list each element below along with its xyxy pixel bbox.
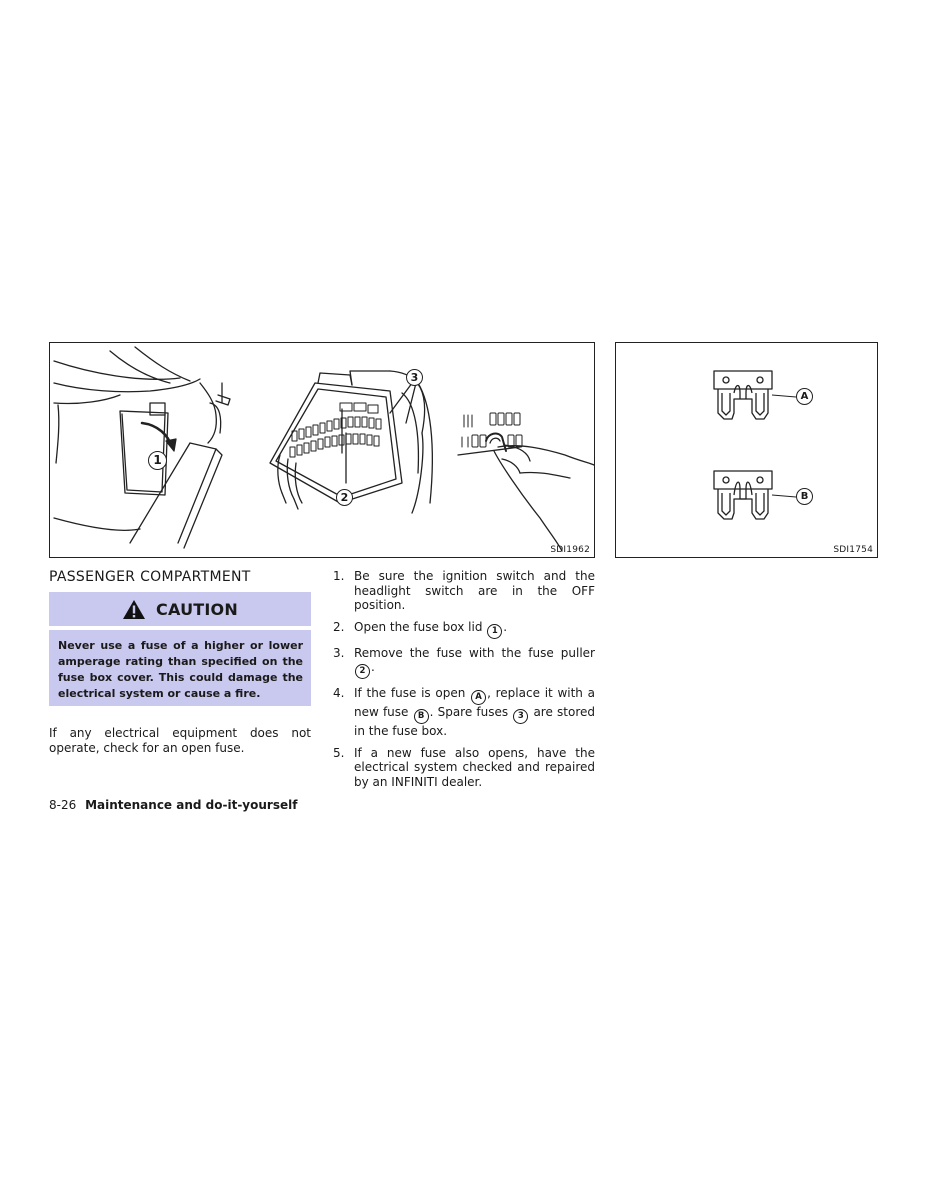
step-text: Open the fuse box lid xyxy=(354,619,483,634)
page-number: 8-26 xyxy=(49,798,77,812)
fuse-box-illustration xyxy=(49,342,595,558)
step-text: . Spare fuses xyxy=(429,705,509,719)
step-number: 4. xyxy=(333,686,345,700)
callout-1: 1 xyxy=(148,451,167,470)
step-text: , replace it with a new fuse xyxy=(354,686,595,719)
callout-2: 2 xyxy=(336,489,353,506)
figure-code: SDI1754 xyxy=(833,545,873,555)
caution-title: CAUTION xyxy=(156,599,238,619)
step-item xyxy=(333,569,595,613)
step-item xyxy=(333,646,595,680)
step-text: . xyxy=(503,619,508,634)
callout-3: 3 xyxy=(406,369,423,386)
warning-triangle-icon xyxy=(122,599,146,620)
section-title: PASSENGER COMPARTMENT xyxy=(49,569,251,585)
chapter-title: Maintenance and do-it-yourself xyxy=(85,798,298,812)
caution-text: Never use a fuse of a higher or lower amperage rating than specified on the fuse box cover. This could damage the electrical system or cause a fire. xyxy=(49,630,311,706)
fuse-good-drawing xyxy=(714,471,796,519)
callout-ref: 3 xyxy=(513,709,528,724)
page-footer xyxy=(49,798,297,812)
callout-A: A xyxy=(796,388,813,405)
callout-ref: 2 xyxy=(355,664,370,679)
step-text: If the fuse is open xyxy=(354,686,466,700)
step-number: 3. xyxy=(333,645,345,660)
step-number: 2. xyxy=(333,619,345,634)
callout-ref: 1 xyxy=(487,624,502,639)
step-text: Be sure the ignition switch and the headlight switch are in the OFF position. xyxy=(354,569,595,612)
step-item xyxy=(333,620,595,639)
fuse-states-illustration xyxy=(615,342,878,558)
step-text: are stored in the fuse box. xyxy=(354,705,595,738)
intro-paragraph: If any electrical equipment does not operate, check for an open fuse. xyxy=(49,726,311,755)
step-item xyxy=(333,686,595,739)
step-text: . xyxy=(371,660,375,674)
step-text: If a new fuse also opens, have the electrical system checked and repaired by an INFINITI dealer. xyxy=(354,745,595,789)
caution-header xyxy=(49,592,311,626)
steps-list xyxy=(333,569,595,796)
step-number: 1. xyxy=(333,569,345,583)
step-item xyxy=(333,746,595,790)
callout-B: B xyxy=(796,488,813,505)
step-number: 5. xyxy=(333,745,345,760)
callout-ref: B xyxy=(414,709,429,724)
fuse-states-drawing xyxy=(616,343,877,557)
figure-code: SDI1962 xyxy=(550,545,590,555)
dash-lid-drawing xyxy=(54,347,230,548)
step-text: Remove the fuse with the fuse puller xyxy=(354,645,595,660)
fuse-open-drawing xyxy=(714,371,796,419)
fuse-box-drawing xyxy=(50,343,594,557)
callout-ref: A xyxy=(471,690,486,705)
hand-puller-drawing xyxy=(458,413,594,551)
